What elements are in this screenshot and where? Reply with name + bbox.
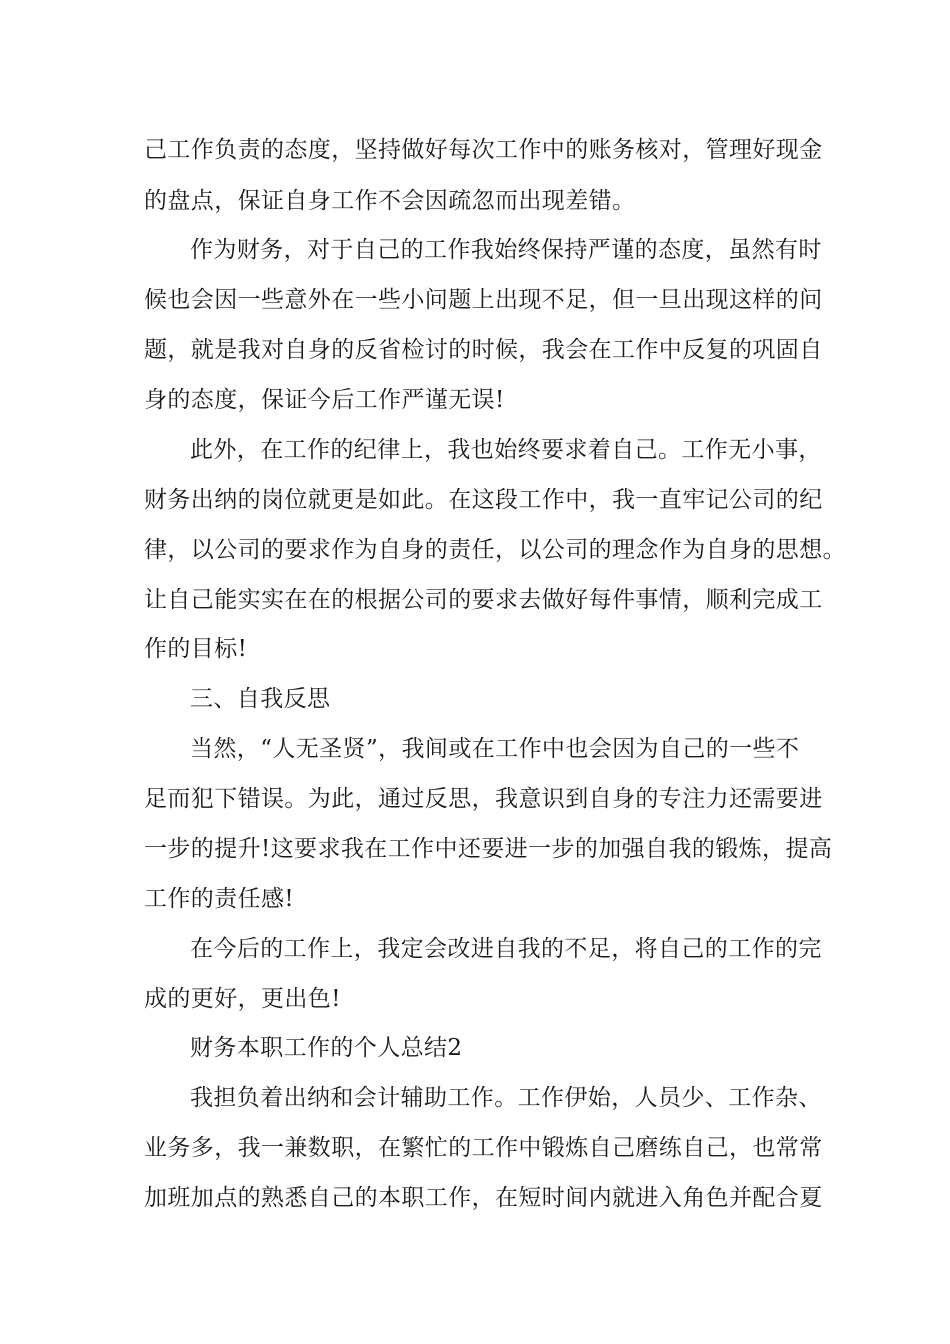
paragraph-line: 律，以公司的要求作为自身的责任，以公司的理念作为自身的思想。: [144, 537, 846, 563]
paragraph-line: 作的目标!: [144, 636, 248, 662]
paragraph-line: 作为财务，对于自己的工作我始终保持严谨的态度，虽然有时: [190, 237, 822, 263]
paragraph-line: 工作的责任感!: [144, 886, 295, 912]
paragraph-line: 加班加点的熟悉自己的本职工作，在短时间内就进入角色并配合夏: [144, 1185, 823, 1211]
paragraph-line: 我担负着出纳和会计辅助工作。工作伊始，人员少、工作杂、: [190, 1085, 822, 1111]
paragraph-line: 一步的提升!这要求我在工作中还要进一步的加强自我的锻炼，提高: [144, 836, 833, 862]
paragraph-line: 成的更好，更出色!: [144, 986, 341, 1012]
section-heading: 三、自我反思: [190, 686, 331, 712]
section-title: 财务本职工作的个人总结2: [190, 1035, 463, 1061]
paragraph-line: 己工作负责的态度，坚持做好每次工作中的账务核对，管理好现金: [144, 137, 823, 163]
paragraph-line: 足而犯下错误。为此，通过反思，我意识到自身的专注力还需要进: [144, 786, 823, 812]
paragraph-line: 候也会因一些意外在一些小问题上出现不足，但一旦出现这样的问: [144, 287, 823, 313]
paragraph-line: 身的态度，保证今后工作严谨无误!: [144, 387, 505, 413]
paragraph-line: 财务出纳的岗位就更是如此。在这段工作中，我一直牢记公司的纪: [144, 487, 823, 513]
paragraph-line: 让自己能实实在在的根据公司的要求去做好每件事情，顺利完成工: [144, 587, 823, 613]
paragraph-line: 业务多，我一兼数职，在繁忙的工作中锻炼自己磨练自己，也常常: [144, 1135, 823, 1161]
paragraph-line: 题，就是我对自身的反省检讨的时候，我会在工作中反复的巩固自: [144, 337, 823, 363]
paragraph-line: 当然，“人无圣贤”，我间或在工作中也会因为自己的一些不: [190, 736, 800, 762]
paragraph-line: 在今后的工作上，我定会改进自我的不足，将自己的工作的完: [190, 936, 822, 962]
paragraph-line: 此外，在工作的纪律上，我也始终要求着自己。工作无小事，: [190, 437, 822, 463]
paragraph-line: 的盘点，保证自身工作不会因疏忽而出现差错。: [144, 188, 636, 214]
